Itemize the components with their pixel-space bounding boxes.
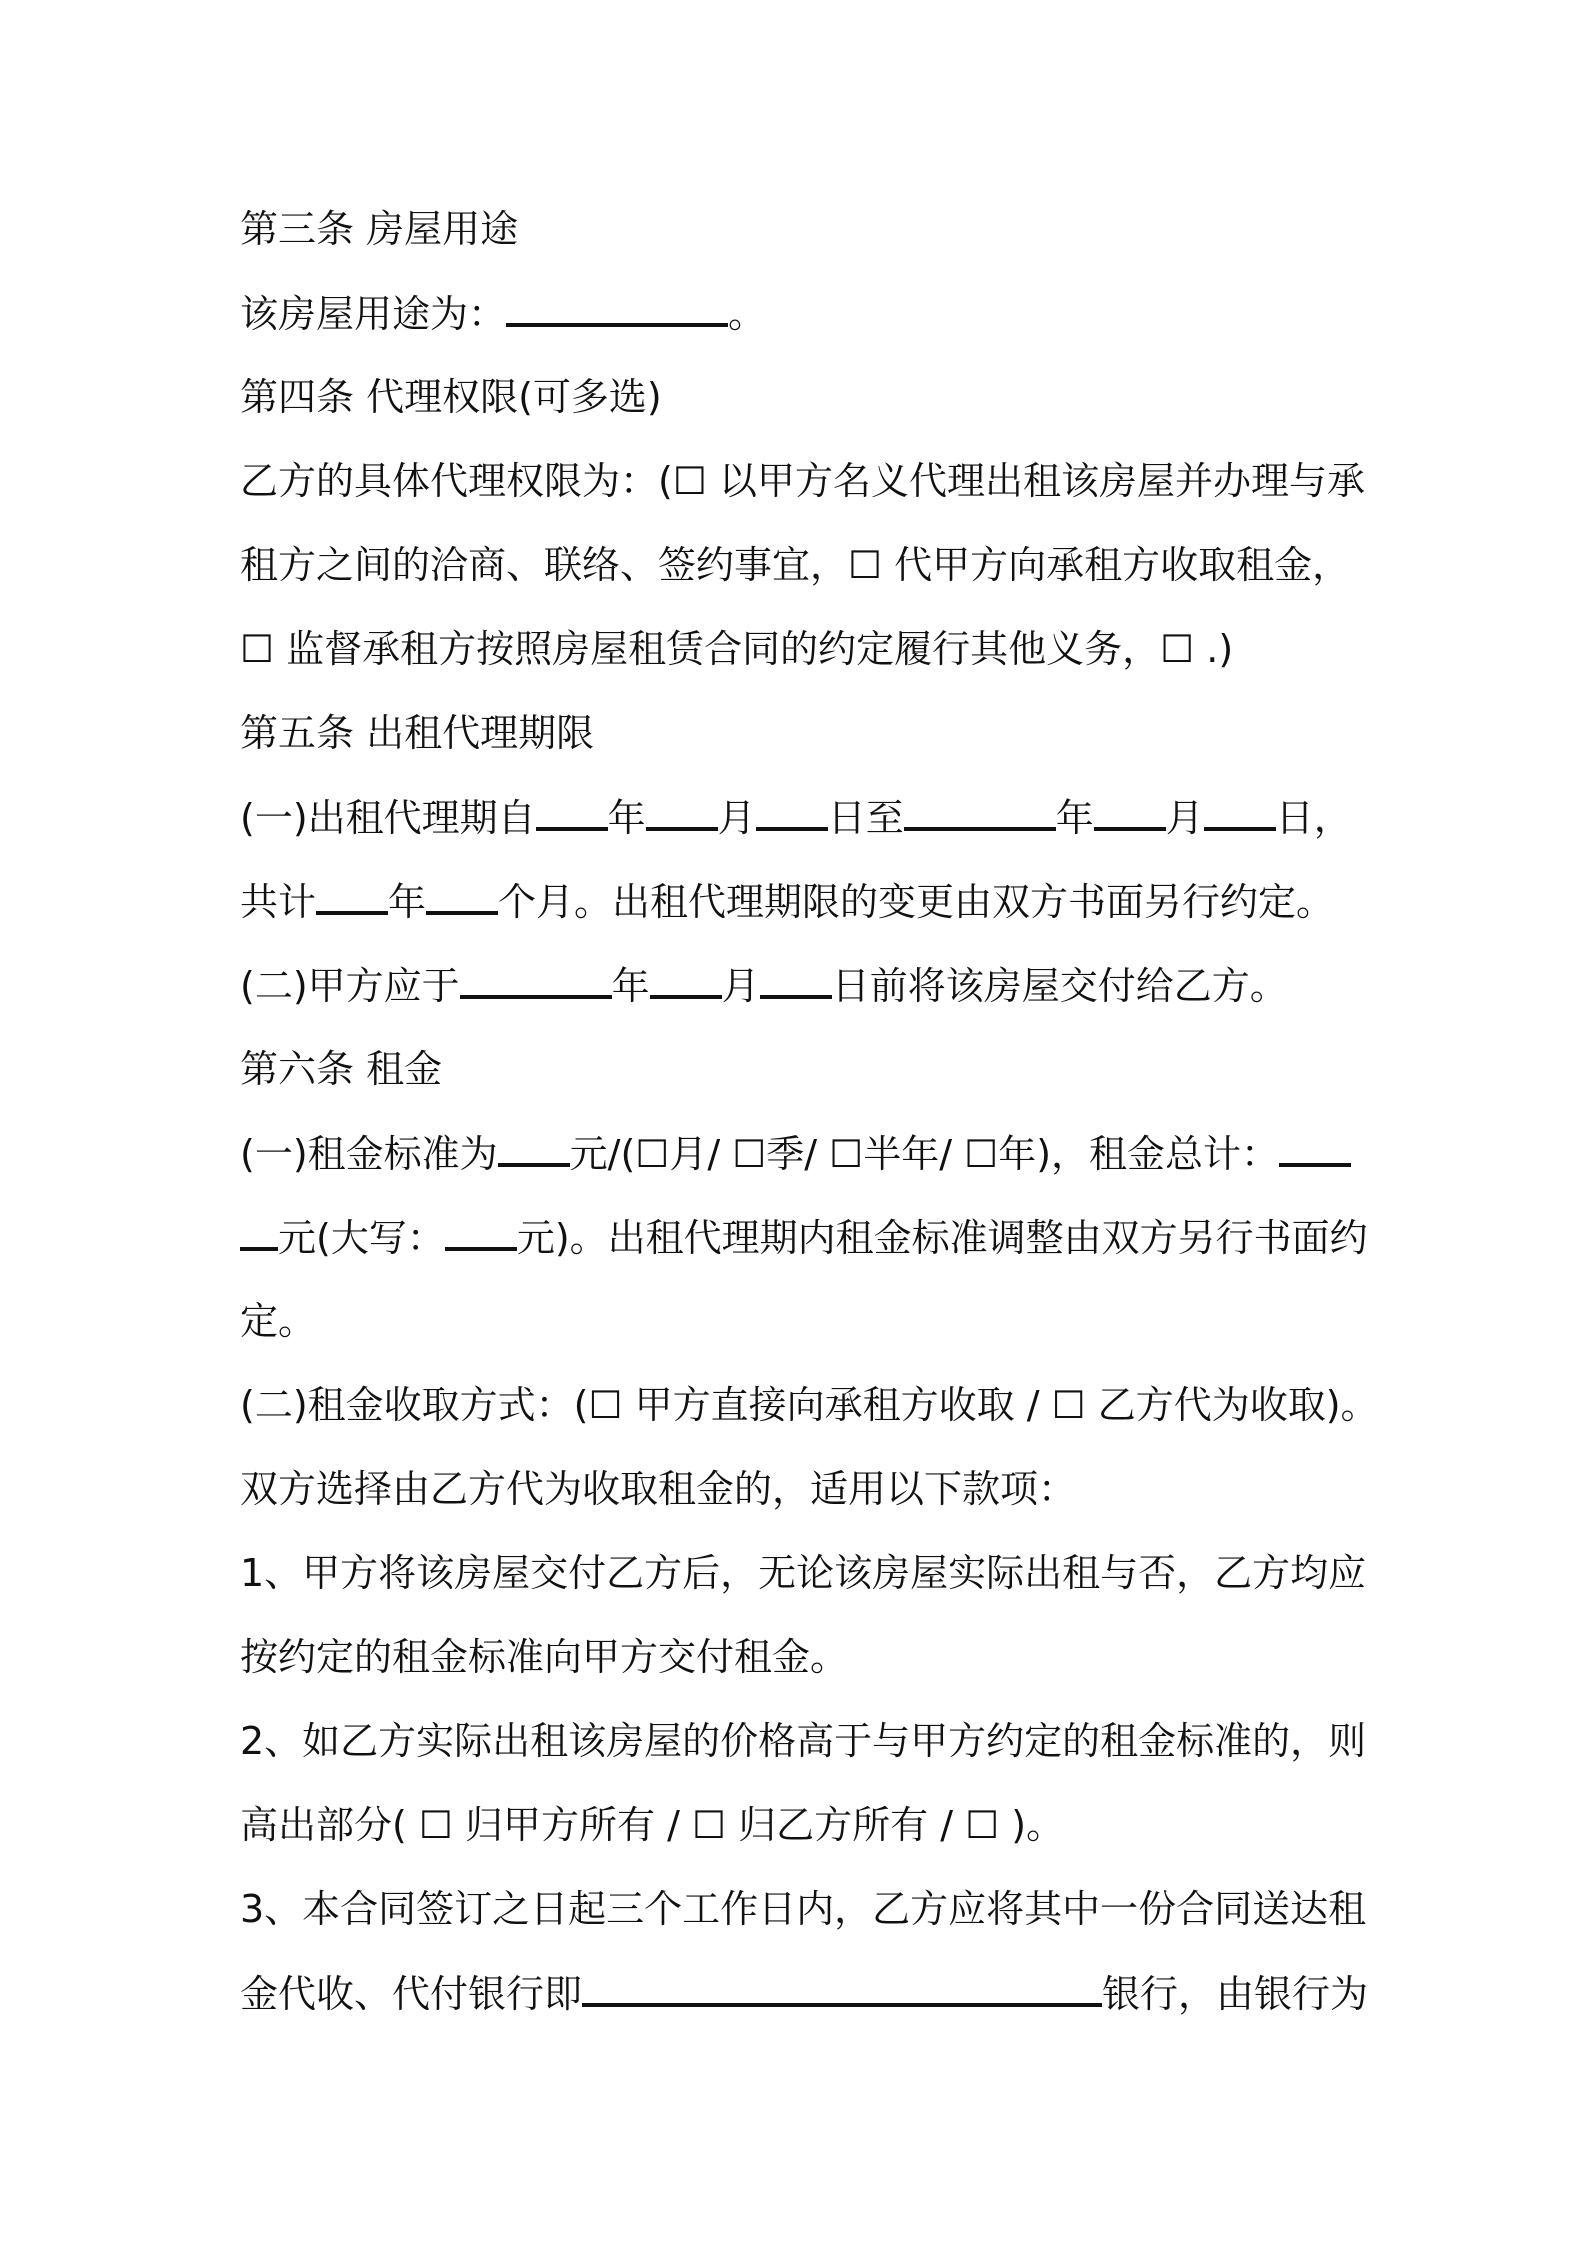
delivery-line: (二)甲方应于 年 月 日前将该房屋交付给乙方。	[240, 961, 1288, 1010]
rent-line-2: 元(大写： 元)。出租代理期内租金标准调整由双方另行书面约	[240, 1213, 1368, 1262]
start-month-blank[interactable]	[646, 793, 718, 831]
rent-total-blank-a[interactable]	[1279, 1129, 1351, 1167]
article-4-heading: 第四条 代理权限(可多选)	[240, 375, 662, 419]
rent-amount-blank[interactable]	[498, 1129, 570, 1167]
item-2-line-2: 高出部分( ☐ 归甲方所有 / ☐ 归乙方所有 / ☐ )。	[240, 1803, 1065, 1847]
article-6-heading: 第六条 租金	[240, 1047, 443, 1091]
rent-total-blank-b[interactable]	[240, 1213, 278, 1251]
start-day-blank[interactable]	[756, 793, 828, 831]
total-months-blank[interactable]	[426, 877, 498, 915]
authority-line-1: 乙方的具体代理权限为：(☐ 以甲方名义代理出租该房屋并办理与承	[240, 459, 1365, 503]
collection-select-line: 双方选择由乙方代为收取租金的，适用以下款项：	[240, 1467, 1077, 1511]
rent-line-3: 定。	[240, 1299, 317, 1343]
delivery-month-blank[interactable]	[650, 961, 722, 999]
item-2-line-1: 2、如乙方实际出租该房屋的价格高于与甲方约定的租金标准的，则	[240, 1719, 1367, 1763]
authority-line-2: 租方之间的洽商、联络、签约事宜，☐ 代甲方向承租方收取租金，	[240, 543, 1351, 587]
item-1-line-1: 1、甲方将该房屋交付乙方后，无论该房屋实际出租与否，乙方均应	[240, 1551, 1367, 1595]
collection-method-line: (二)租金收取方式：(☐ 甲方直接向承租方收取 / ☐ 乙方代为收取)。	[240, 1383, 1379, 1427]
item-3-line-2: 金代收、代付银行即 银行，由银行为	[240, 1969, 1368, 2018]
usage-blank[interactable]	[506, 289, 728, 327]
usage-line: 该房屋用途为： 。	[240, 289, 766, 338]
delivery-day-blank[interactable]	[760, 961, 832, 999]
total-years-blank[interactable]	[316, 877, 388, 915]
delivery-year-blank[interactable]	[460, 961, 612, 999]
article-3-heading: 第三条 房屋用途	[240, 207, 519, 251]
item-3-line-1: 3、本合同签订之日起三个工作日内，乙方应将其中一份合同送达租	[240, 1887, 1367, 1931]
term-line-1: (一)出租代理期自 年 月 日至 年 月 日，	[240, 793, 1352, 842]
term-line-2: 共计 年 个月。出租代理期限的变更由双方书面另行约定。	[240, 877, 1334, 926]
authority-line-3: ☐ 监督承租方按照房屋租赁合同的约定履行其他义务，☐ .)	[240, 627, 1234, 671]
end-month-blank[interactable]	[1094, 793, 1166, 831]
rent-line-1: (一)租金标准为 元/(☐月/ ☐季/ ☐半年/ ☐年)，租金总计：	[240, 1129, 1351, 1178]
rent-capital-blank[interactable]	[445, 1213, 517, 1251]
end-year-blank[interactable]	[904, 793, 1056, 831]
article-5-heading: 第五条 出租代理期限	[240, 711, 595, 755]
start-year-blank[interactable]	[536, 793, 608, 831]
item-1-line-2: 按约定的租金标准向甲方交付租金。	[240, 1635, 849, 1679]
bank-name-blank[interactable]	[582, 1969, 1102, 2007]
end-day-blank[interactable]	[1204, 793, 1276, 831]
